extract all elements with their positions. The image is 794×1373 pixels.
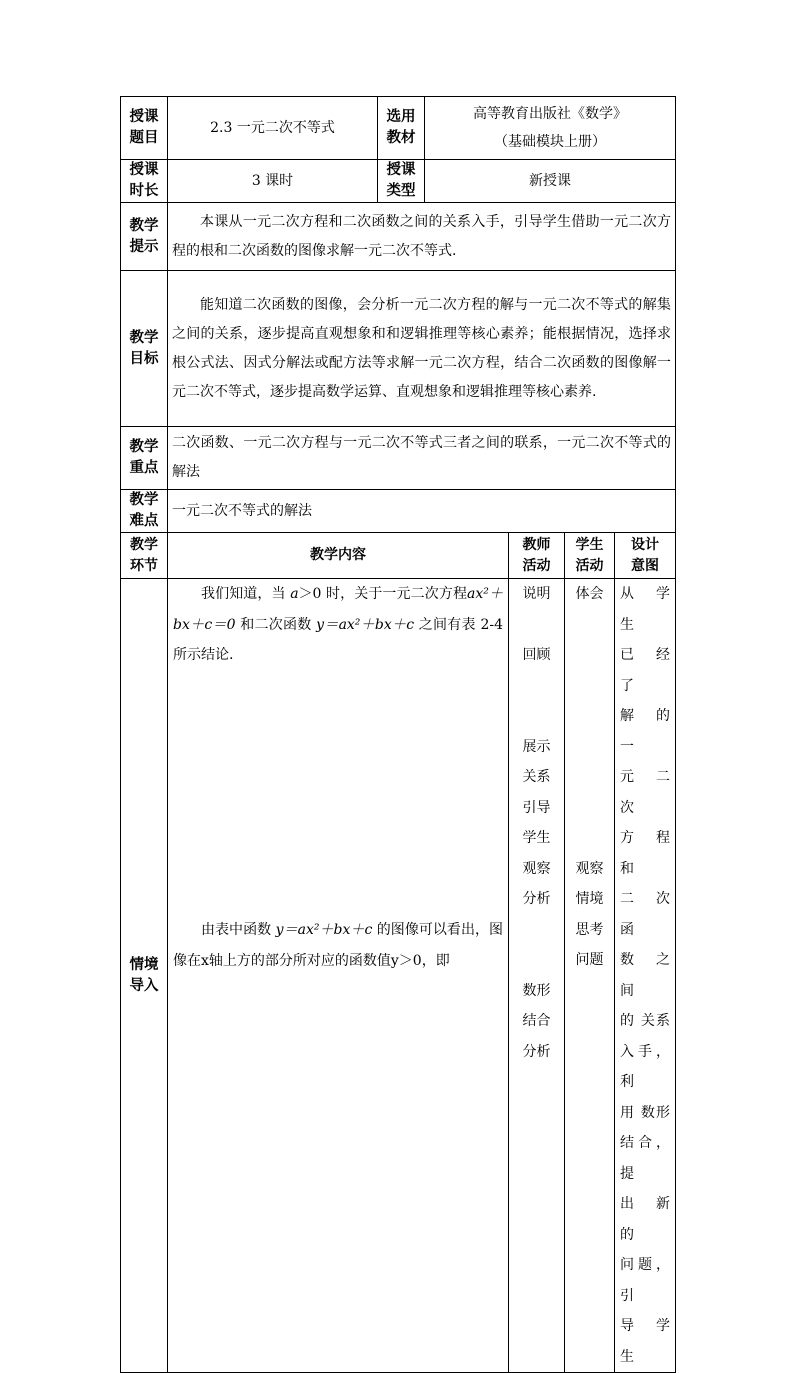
student-activity-line <box>568 640 611 671</box>
student-header: 学生 活动 <box>565 533 615 579</box>
goals-row <box>121 271 676 427</box>
design-intent-line: 元 二 次 <box>620 769 670 816</box>
design-intent-line: 出 新 的 <box>620 1196 670 1243</box>
intro-section-row <box>121 579 676 1373</box>
key-points-text: 二次函数、一元二次方程与一元二次不等式三者之间的联系，一元二次不等式的解法 <box>168 427 676 490</box>
key-points-row <box>121 427 676 490</box>
teacher-activity-line: 观察 <box>522 860 551 877</box>
design-intent-line: 二 次 函 <box>620 891 670 938</box>
student-activity-line <box>568 762 611 793</box>
teacher-activity-line <box>512 701 561 732</box>
key-points-label: 教学 重点 <box>121 427 168 490</box>
student-activity-line <box>568 732 611 763</box>
textbook-value: 高等教育出版社《数学》 （基础模块上册） <box>425 97 676 160</box>
equation-1: ax²＋bx＋c＝0 <box>173 586 504 633</box>
teacher-activity-line: 引导 <box>522 799 551 816</box>
design-intent-line: 已 经 了 <box>620 647 670 694</box>
duration-label: 授课 时长 <box>121 160 168 203</box>
design-intent-line: 导 学 生 <box>620 1318 670 1365</box>
column-header-row <box>121 533 676 579</box>
teacher-activity-line: 数形 <box>522 982 551 999</box>
difficulty-text: 一元二次不等式的解法 <box>168 490 676 533</box>
teacher-activity-line <box>512 915 561 946</box>
tips-row <box>121 203 676 271</box>
intro-stage-label: 情境 导入 <box>121 579 168 1373</box>
design-intent-line: 入手，利 <box>620 1043 670 1090</box>
student-activity-line <box>568 610 611 641</box>
teacher-activity-line: 分析 <box>522 1043 551 1060</box>
design-intent-line: 的 关系 <box>620 1013 670 1029</box>
duration-value: 3 课时 <box>168 160 378 203</box>
lesson-plan <box>120 96 675 1373</box>
type-label: 授课 类型 <box>378 160 425 203</box>
teacher-activity-line <box>512 610 561 641</box>
design-intent-line: 用 数形 <box>620 1104 670 1121</box>
design-intent-line: 数 之 间 <box>620 952 670 999</box>
student-activity-line: 问题 <box>575 952 604 968</box>
design-intent-line: 问题，引 <box>620 1257 670 1304</box>
type-value: 新授课 <box>425 160 676 203</box>
student-activity-line: 观察 <box>575 860 604 877</box>
student-activity <box>565 579 615 1373</box>
teacher-activity-line: 关系 <box>522 769 551 785</box>
student-activity-line <box>568 671 611 702</box>
design-intent-line: 方 程 和 <box>620 830 670 877</box>
difficulty-row <box>121 490 676 533</box>
tips-text: 本课从一元二次方程和二次函数之间的关系入手，引导学生借助一元二次方程的根和二次函数的图像求解一元二次不等式. <box>168 203 676 271</box>
teacher-activity-line: 学生 <box>522 830 551 846</box>
tips-label: 教学 提示 <box>121 203 168 271</box>
stage-header: 教学 环节 <box>121 533 168 579</box>
student-activity-line: 体会 <box>575 586 604 602</box>
topic-label: 授课 题目 <box>121 97 168 160</box>
teacher-activity-line: 展示 <box>522 738 551 755</box>
content-header: 教学内容 <box>168 533 509 579</box>
teacher-header: 教师 活动 <box>509 533 565 579</box>
teacher-activity-line <box>512 671 561 702</box>
student-activity-line <box>568 793 611 824</box>
design-intent-line: 结合，提 <box>620 1135 670 1182</box>
intro-paragraph-2: 由表中函数 y＝ax²＋bx＋c 的图像可以看出，图像在x轴上方的部分所对应的函数值y＞0，即 <box>173 922 503 969</box>
teacher-activity-line: 结合 <box>522 1013 551 1029</box>
design-intent-line: 从 学 生 <box>620 586 670 633</box>
goals-label: 教学 目标 <box>121 271 168 427</box>
textbook-label: 选用 教材 <box>378 97 425 160</box>
intro-content <box>168 579 509 1373</box>
design-intent-line: 解 的 一 <box>620 708 670 755</box>
equation-3: y＝ax²＋bx＋c <box>275 922 373 938</box>
topic-value: 2.3 一元二次不等式 <box>168 97 378 160</box>
equation-2: y＝ax²＋bx＋c <box>316 616 415 633</box>
duration-row <box>121 160 676 203</box>
intro-paragraph-1: 我们知道，当 a＞0 时，关于一元二次方程ax²＋bx＋c＝0 和二次函数 y＝ax²＋bx＋c 之间有表 2-4 所示结论. <box>173 586 504 663</box>
topic-row <box>121 97 676 160</box>
teacher-activity-line: 说明 <box>522 586 551 602</box>
teacher-activity-line: 分析 <box>522 891 551 907</box>
design-intent <box>615 579 676 1373</box>
design-header: 设计 意图 <box>615 533 676 579</box>
student-activity-line: 情境 <box>575 891 604 907</box>
student-activity-line <box>568 701 611 732</box>
lesson-plan-table <box>120 96 676 1373</box>
student-activity-line: 思考 <box>575 921 604 938</box>
teacher-activity-line: 回顾 <box>522 647 551 663</box>
difficulty-label: 教学 难点 <box>121 490 168 533</box>
teacher-activity <box>509 579 565 1373</box>
teacher-activity-line <box>512 945 561 976</box>
student-activity-line <box>568 823 611 854</box>
goals-text: 能知道二次函数的图像，会分析一元二次方程的解与一元二次不等式的解集之间的关系，逐步提高直观想象和和逻辑推理等核心素养；能根据情况，选择求根公式法、因式分解法或配方法等求解一元二次方程，结合二次函数的图像解一元二次不等式，逐步提高数学运算、直观想象和逻辑推理等核心素养. <box>168 271 676 427</box>
